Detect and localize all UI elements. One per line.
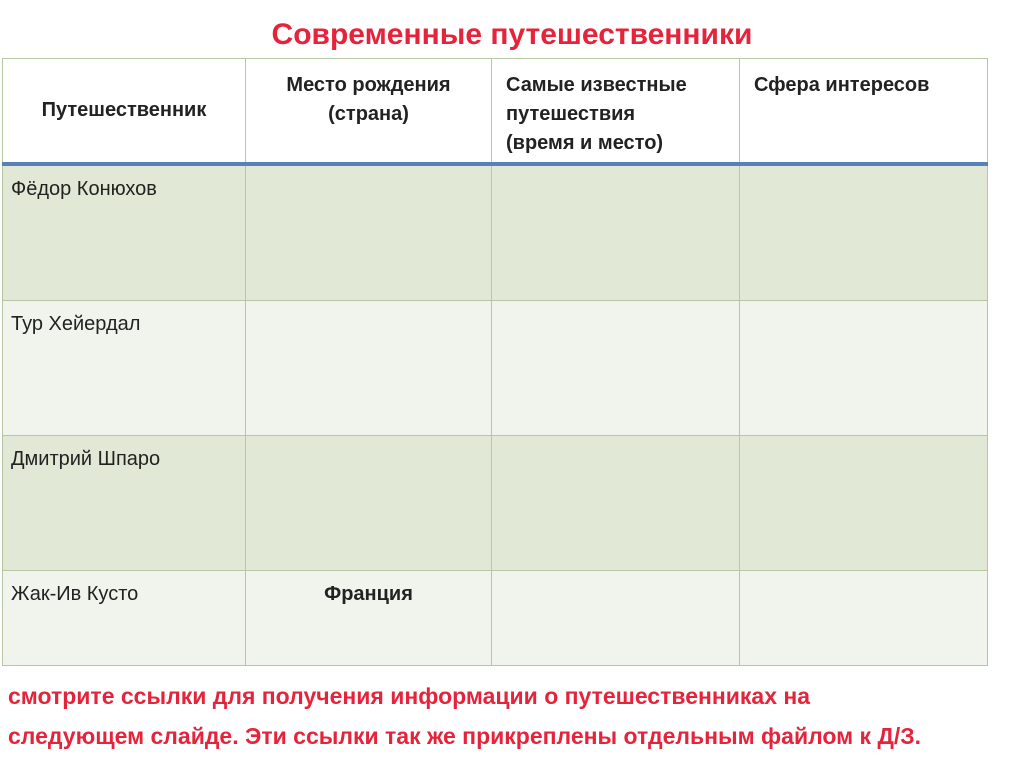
cell-journeys[interactable]	[492, 301, 740, 436]
header-traveler: Путешественник	[3, 59, 246, 165]
homework-note-line1: смотрите ссылки для получения информации о путешественниках на	[8, 683, 811, 709]
header-journeys-line3: (время и место)	[506, 132, 664, 154]
travelers-table	[2, 58, 988, 666]
table-row	[3, 436, 988, 571]
header-birthplace	[246, 59, 492, 165]
cell-traveler: Жак-Ив Кусто	[3, 571, 246, 666]
travelers-table-wrapper	[2, 58, 987, 666]
cell-journeys[interactable]	[492, 164, 740, 301]
table-row	[3, 164, 988, 301]
header-interests: Сфера интересов	[740, 59, 988, 165]
cell-traveler: Тур Хейердал	[3, 301, 246, 436]
header-birthplace-line1: Место рождения	[286, 74, 451, 96]
cell-birthplace[interactable]	[246, 301, 492, 436]
table-row	[3, 301, 988, 436]
cell-interests[interactable]	[740, 571, 988, 666]
header-birthplace-line2: (страна)	[328, 103, 409, 125]
cell-interests[interactable]	[740, 301, 988, 436]
cell-birthplace[interactable]	[246, 164, 492, 301]
homework-note	[8, 676, 1018, 756]
cell-birthplace[interactable]	[246, 436, 492, 571]
table-row	[3, 571, 988, 666]
cell-journeys[interactable]	[492, 571, 740, 666]
homework-note-line2: следующем слайде. Эти ссылки так же прикреплены отдельным файлом к Д/З.	[8, 723, 922, 749]
header-journeys-line2: путешествия	[506, 103, 636, 125]
cell-interests[interactable]	[740, 436, 988, 571]
table-header-row	[3, 59, 988, 165]
cell-journeys[interactable]	[492, 436, 740, 571]
cell-traveler: Дмитрий Шпаро	[3, 436, 246, 571]
cell-interests[interactable]	[740, 164, 988, 301]
cell-traveler: Фёдор Конюхов	[3, 164, 246, 301]
slide-title: Современные путешественники	[271, 18, 753, 51]
header-journeys	[492, 59, 740, 165]
cell-birthplace[interactable]: Франция	[246, 571, 492, 666]
header-journeys-line1: Самые известные	[506, 74, 687, 96]
